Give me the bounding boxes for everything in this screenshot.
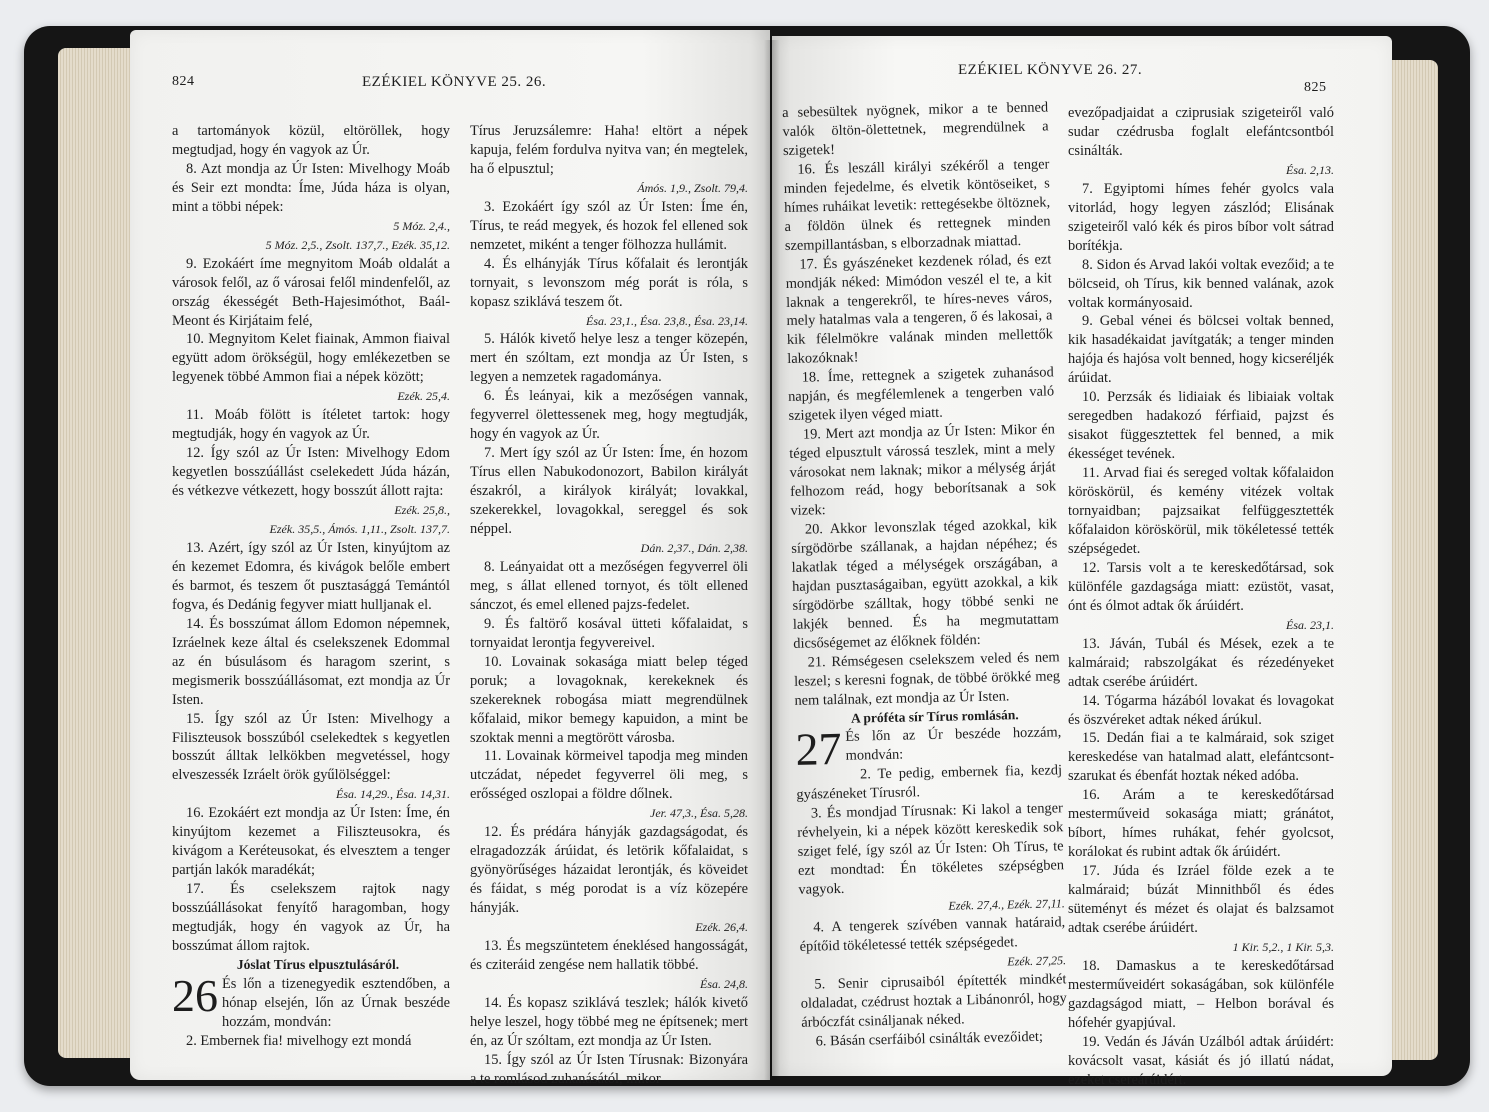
verse-paragraph: Tírus Jeruzsálemre: Haha! eltört a népek kapuja, felém fordulva nyitva van; én megtelek, ha ő elpusztul;	[470, 123, 748, 177]
book-gutter	[764, 40, 780, 1080]
verse-paragraph: a sebesültek nyögnek, mikor a te benned valók öltön-ölettetnek, megrendülnek a szigetek!	[782, 99, 1049, 159]
right-page	[772, 36, 1392, 1088]
verse-paragraph: 5. Hálók kivető helye lesz a tenger közepén, mert én szóltam, ezt mondja az Úr Isten, s legyen a nemzetek ragadományа.	[470, 331, 748, 386]
verse-paragraph: 21. Rémségesen cselekszem veled és nem leszel; s keresni fognak, de többé örökké meg nem találnak, ezt mondja az Úr Isten.	[793, 648, 1061, 709]
verse-paragraph: 17. Júda és Izráel földe ezek a te kalmáraid; búzát Minnithből és édes süteményt és mézet és olajat és balzsamot adtak cserébe árúidért.	[1068, 863, 1334, 936]
verse-paragraph: 3. Ezokáért így szól az Úr Isten: Íme én, Tírus, te reád megyek, és hozok fel ellened sok nemzetet, miként a tenger fölhozza hullámit.	[470, 198, 748, 253]
verse-paragraph: 6. Básán cserfáiból csinálták evezőidet;	[815, 1028, 1044, 1050]
cross-reference: Ezék. 35,5., Ámós. 1,11., Zsolt. 137,7.	[269, 522, 450, 537]
verse-paragraph: 4. És elhányják Tírus kőfalait és lerontják tornyait, s levonszom még porát is róla, s kopasz sziklává teszem őt.	[470, 255, 748, 310]
section-heading: A próféta sír Tírus romlásán.	[850, 706, 1019, 726]
cross-reference: Ezék. 25,8.,	[394, 503, 450, 518]
verse-paragraph: 12. Tarsis volt a te kereskedőtársad, sok különféle gazdagsága miatt: ezüstöt, vasat, ónt és ólmot adtak ők árúidért.	[1068, 559, 1334, 614]
verse-paragraph: 13. Jáván, Tubál és Mések, ezek a te kalmáraid; rabszolgákat és rézedényeket adtak cserébe árúidért.	[1068, 635, 1334, 690]
cross-reference: Ezék. 26,4.	[695, 920, 748, 935]
verse-paragraph: 14. És kopasz sziklává teszlek; hálók kivető helye leszel, hogy többé meg ne építsenek; mert én, az Úr szóltam, ezt mondja az Úr Isten.	[470, 994, 748, 1049]
verse-paragraph: 7. Egyiptomi hímes fehér gyolcs vala vitorlád, hogy legyen zászlód; Elisának szigeteiről való kék és piros bíbor volt sátrad borítékja.	[1068, 180, 1334, 254]
verse-paragraph: 4. A tengerek szívében vannak határaid, építőid tökéletessé tették szépségedet.	[799, 914, 1066, 955]
cross-reference: Ésa. 14,29., Ésa. 14,31.	[336, 787, 450, 802]
text-column-1	[782, 98, 1068, 1051]
verse-paragraph: evezőpadjaidat a cziprusiak szigeteiről való sudar czédrusba foglalt elefántcsontból csinálták.	[1068, 105, 1334, 159]
cross-reference: 1 Kir. 5,2., 1 Kir. 5,3.	[1232, 939, 1334, 954]
verse-paragraph: 6. És leányai, kik a mezőségen vannak, fegyverrel ölettessenek meg, hogy megtudják, hogy én vagyok az Úr.	[470, 388, 748, 443]
verse-paragraph: 8. Azt mondja az Úr Isten: Mivelhogy Moáb és Seir ezt mondta: Íme, Júda háza is olyan, mint a többi népek:	[172, 160, 450, 215]
running-head: EZÉKIEL KÖNYVE 26. 27.	[958, 62, 1143, 78]
verse-paragraph: 10. Megnyitom Kelet fiainak, Ammon fiaival együtt adom örökségül, hogy emlékezetben se legyenek többé Ammon fiai a népek között;	[172, 331, 450, 386]
cross-reference: Ezék. 27,4., Ezék. 27,11.	[948, 896, 1065, 913]
verse-paragraph: 11. Arvad fiai és sereged voltak kőfalaidon köröskörül, és kemény vitézek voltak tornyaidban; pajzsaikat felfüggesztették kőfalaidon köröskörül, mik tökéletessé tették szépségedet.	[1068, 465, 1334, 557]
cross-reference: Ésa. 23,1., Ésa. 23,8., Ésa. 23,14.	[586, 313, 748, 328]
verse-paragraph: 17. És cselekszem rajtok nagy bosszúállásokat fenyítő haragomban, hogy megtudják, hogy én vagyok az Úr, ha bosszúmat állom rajtok.	[172, 881, 450, 954]
cross-reference: Ésa. 23,1.	[1286, 617, 1334, 632]
verse-paragraph: 10. Lovainak sokasága miatt belep téged poruk; a lovagoknak, kerekeknek és szekereknek robogása miatt megrendülnek kőfalaid, mikor bemegy kapuidon, a mint be szoktak menni a megtörött városba.	[470, 653, 748, 746]
verse-paragraph: 5. Senir ciprusaiból építették mindkét oldaladat, czédrust hoztak a Libánonról, hogy árbóczfát csináljanak néked.	[800, 971, 1067, 1031]
verse-paragraph: 9. Gebal vénei és bölcsei voltak benned, kik hasadékaidat javítgaták; a tenger minden hajója és hajósa volt benned, hogy kicseréljék árúidat.	[1068, 313, 1334, 387]
verse-paragraph: 9. És faltörő kosával ütteti kőfalaidat, s tornyaidat lerontja fegyvereivel.	[470, 615, 748, 651]
text-column-2	[470, 122, 748, 1089]
cross-reference: 5 Móz. 2,4.,	[393, 218, 450, 233]
verse-paragraph: 15. Dedán fiai a te kalmáraid, sok sziget kereskedése van hatalmad alatt, elefántcsont-szarukat és ébenfát hoztak néked adóba.	[1068, 730, 1334, 785]
cross-reference: Ezék. 25,4.	[397, 389, 450, 404]
verse-text: És lőn a tizenegyedik esztendőben, a hónap elsején, lőn az Úrnak beszéde hozzám, mondván:	[222, 975, 450, 1030]
verse-paragraph: 14. És bosszúmat állom Edomon népemnek, Izráelnek keze által és cselekszenek Edommal az én búsulásom és haragom szerint, s megismerik bosszúállásomat, ezt mondja az Úr Isten.	[172, 615, 450, 708]
page-number: 824	[172, 74, 195, 89]
verse-paragraph: 15. Így szól az Úr Isten Tírusnak: Bizonyára a te romlásod zuhanásától, mikor	[470, 1051, 748, 1087]
verse-text: És lőn az Úr beszéde hozzám, mondván:	[845, 724, 1062, 765]
verse-paragraph: 7. Mert így szól az Úr Isten: Íme, én hozom Tírus ellen Nabukodonozort, Babilon királyát északról, a királyok királyát; lovakkal, szekerekkel, lovagokkal, sereggel és sok néppel.	[470, 445, 748, 538]
verse-paragraph: 15. Így szól az Úr Isten: Mivelhogy a Filiszteusok bosszúból cselekedtek s kegyetlen bosszút álltak lelkökben megvetéssel, hogy elveszessék Izráelt örök gyűlölséggel:	[172, 710, 450, 784]
verse-paragraph: 19. Mert azt mondja az Úr Isten: Mikor én téged elpusztult várossá teszlek, mint a mely városokat nem laknak; mikor a mélység árját felhozom reád, hogy beborítsanak a sok vizek:	[789, 421, 1057, 519]
verse-paragraph: 20. Akkor levonszlak téged azokkal, kik sírgödörbe szállanak, a hajdan népéhez; és lakatlak téged a mélységek országában, a hajdan pusztaságaiban, együtt azokkal, a kik sírgödörbe szálltak, hogy többé senki ne lakjék benned. És ha megmutattam dicsőségemet az élőknek földén:	[791, 516, 1060, 652]
verse-paragraph: 12. Így szól az Úr Isten: Mivelhogy Edom kegyetlen bosszúállást cselekedett Júda házán, és vétkezve vétkezett, hogy bosszút állott rajta:	[172, 445, 450, 500]
verse-paragraph: 16. És leszáll királyi székéről a tenger minden fejedelme, és elvetik köntöseiket, s hímes ruháikat levetik: rettegésekbe öltöznek, a földön ülnek és rettegnek minden szempillantásban, s elborzadnak miattad.	[783, 156, 1051, 254]
cross-reference: Jer. 47,3., Ésa. 5,28.	[650, 806, 748, 821]
verse-paragraph: 11. Lovainak körmeivel tapodja meg minden utczádat, népedet fegyverrel öli meg, s erősséged oszlopai a földre dőlnek.	[470, 748, 748, 803]
chapter-number: 26	[172, 969, 218, 1021]
verse-paragraph: 18. Damaskus a te kereskedőtársad mesterműveidért sokaságában, sok különféle gazdagságod miatt, – Helbon borával és hófehér gyapjúval.	[1068, 957, 1334, 1031]
page-number: 825	[1304, 80, 1327, 95]
text-column-1	[172, 122, 450, 1051]
cross-reference: Ámós. 1,9., Zsolt. 79,4.	[637, 180, 748, 195]
chapter-start	[172, 969, 450, 1032]
verse-paragraph: 9. Ezokáért íme megnyitom Moáb oldalát a városok felől, az ő városai felől mindenfelől, az ország ékességét Beth-Hajesimóthot, Baál-Meont és Kirjátaim felé,	[172, 255, 450, 329]
verse-paragraph: 8. Sidon és Arvad lakói voltak evezőid; a te bölcseid, oh Tírus, kik benned valának, azok voltak kormányosaid.	[1068, 256, 1334, 311]
cross-reference: Ésa. 2,13.	[1286, 162, 1334, 177]
running-head: EZÉKIEL KÖNYVE 25. 26.	[362, 74, 547, 90]
verse-paragraph: 3. És mondjad Tírusnak: Ki lakol a tenger révhelyein, ki a népek között kereskedik sok sziget felé, így szól az Úr Isten: Oh Tírus, te ezt mondtad: Én tökéletes szépségben vagyok.	[797, 800, 1065, 898]
verse-paragraph: 11. Moáb fölött is ítéletet tartok: hogy megtudják, hogy én vagyok az Úr.	[172, 407, 450, 443]
verse-paragraph: 16. Arám a te kereskedőtársad mesterműveid sokasága miatt; gránátot, bíbort, hímes ruhákat, fehér gyolcsot, korálokat és rubint adtak ők árúidért.	[1068, 787, 1334, 861]
verse-paragraph: 10. Perzsák és lidiaiak és libiaiak voltak seregedben hadakozó férfiaid, pajzst és sisakot függesztettek fel benned, a mik ékességet tevének.	[1068, 389, 1334, 463]
verse-paragraph: 14. Tógarma házából lovakat és lovagokat és öszvéreket adtak néked árúkul.	[1068, 692, 1334, 728]
cross-reference: 5 Móz. 2,5., Zsolt. 137,7., Ezék. 35,12.	[265, 237, 450, 252]
chapter-start	[794, 723, 1062, 776]
left-page	[130, 30, 770, 1087]
verse-paragraph: a tartományok közül, eltöröllek, hogy megtudjad, hogy én vagyok az Úr.	[172, 123, 450, 158]
verse-paragraph: 12. És prédára hányják gazdagságodat, és elragadozzák árúidat, és letörik kőfalaidat, s gyönyörűséges házaidat lerontják, és köveidet és fáidat, s még porodat is a víz közepére hányják.	[470, 824, 748, 917]
cross-reference: Ésa. 24,8.	[700, 976, 748, 991]
cross-reference: Dán. 2,37., Dán. 2,38.	[640, 540, 748, 555]
verse-paragraph: 8. Leányaidat ott a mezőségen fegyverrel öli meg, s állat ellened tornyot, és tölt ellened sánczot, és emel ellened pajzs-fedelet.	[470, 558, 748, 613]
verse-paragraph: 18. Íme, rettegnek a szigetek zuhanásod napján, és megfélemlenek a tengerben való szigetek ilyen véged miatt.	[787, 364, 1055, 425]
cross-reference: Ezék. 27,25.	[1007, 953, 1067, 969]
verse-paragraph: 2. Te pedig, embernek fia, kezdj gyászéneket Tírusról.	[796, 762, 1063, 804]
verse-paragraph: 19. Vedán és Jáván Uzálból adtak árúidért: kovácsolt vasat, kásiát és jó illatú nádat, ezeket csereárúidért.	[1068, 1033, 1334, 1088]
verse-paragraph: 13. És megszüntetem éneklésed hangosságát, és cziteráid zengése nem hallatik többé.	[470, 937, 748, 973]
verse-paragraph: 17. És gyászéneket kezdenek rólad, és ezt mondják néked: Mimódon veszél el te, a kit laknak a tengerekről, te híres-neves város, mely hatalmas vala a tengeren, ő és lakosai, a kik félelmökre valának minden mellettők lakozóknak!	[785, 251, 1054, 368]
text-column-2	[1068, 104, 1334, 1090]
verse-paragraph: 16. Ezokáért ezt mondja az Úr Isten: Íme, én kinyújtom kezemet a Filiszteusokra, és kivágom a Keréteusokat, és elvesztem a tenger partján lakók maradékát;	[172, 805, 450, 879]
verse-paragraph: 13. Azért, így szól az Úr Isten, kinyújtom az én kezemet Edomra, és kivágok belőle embert és barmot, és teszem őt pusztasággá Temántól fogva, és Dedánig fegyver miatt hulljanak el.	[172, 539, 450, 613]
chapter-number: 27	[794, 723, 843, 776]
section-heading: Jóslat Tírus elpusztulásáról.	[236, 956, 400, 972]
verse-paragraph: 2. Embernek fia! mivelhogy ezt mondá	[186, 1032, 412, 1049]
